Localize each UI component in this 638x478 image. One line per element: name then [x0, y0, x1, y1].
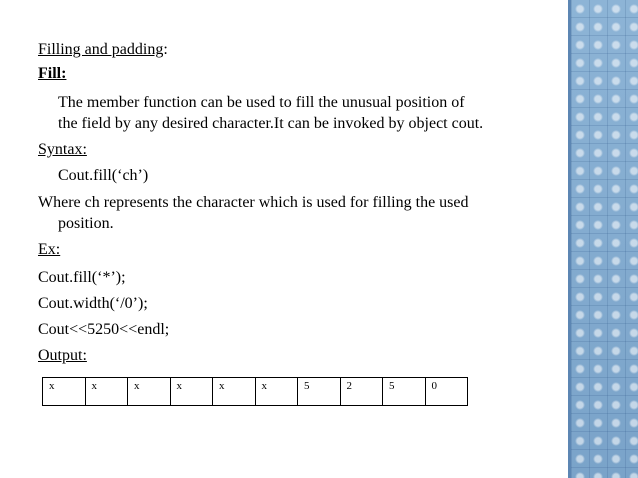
output-cell: x [213, 378, 256, 406]
where-line-1: Where ch represents the character which is used for filling the used [38, 194, 469, 211]
syntax-code: Cout.fill(‘ch’) [58, 167, 149, 184]
output-table [42, 377, 468, 406]
ex-label: Ex: [38, 241, 61, 258]
description-line-2: the field by any desired character.It can be invoked by object cout. [58, 115, 484, 132]
decorative-sidebar [568, 0, 638, 478]
code-line-2: Cout.width(‘/0’); [38, 295, 148, 312]
output-cell: 5 [383, 378, 426, 406]
syntax-label: Syntax: [38, 141, 87, 158]
output-cell: x [128, 378, 171, 406]
output-label: Output: [38, 347, 87, 364]
where-line-2: position. [58, 215, 114, 232]
output-cell: 2 [340, 378, 383, 406]
output-cell: x [255, 378, 298, 406]
heading-line [38, 40, 168, 59]
output-cell: x [43, 378, 86, 406]
code-line-1: Cout.fill(‘*’); [38, 269, 126, 286]
output-cell: 5 [298, 378, 341, 406]
output-cell: 0 [425, 378, 468, 406]
description-line-1: The member function can be used to fill the unusual position of [58, 94, 465, 111]
code-line-3: Cout<<5250<<endl; [38, 321, 170, 338]
output-row [43, 378, 468, 406]
heading-colon: : [163, 41, 168, 58]
output-cell: x [170, 378, 213, 406]
heading: Filling and padding [38, 41, 164, 58]
fill-label: Fill: [38, 65, 67, 82]
output-cell: x [85, 378, 128, 406]
